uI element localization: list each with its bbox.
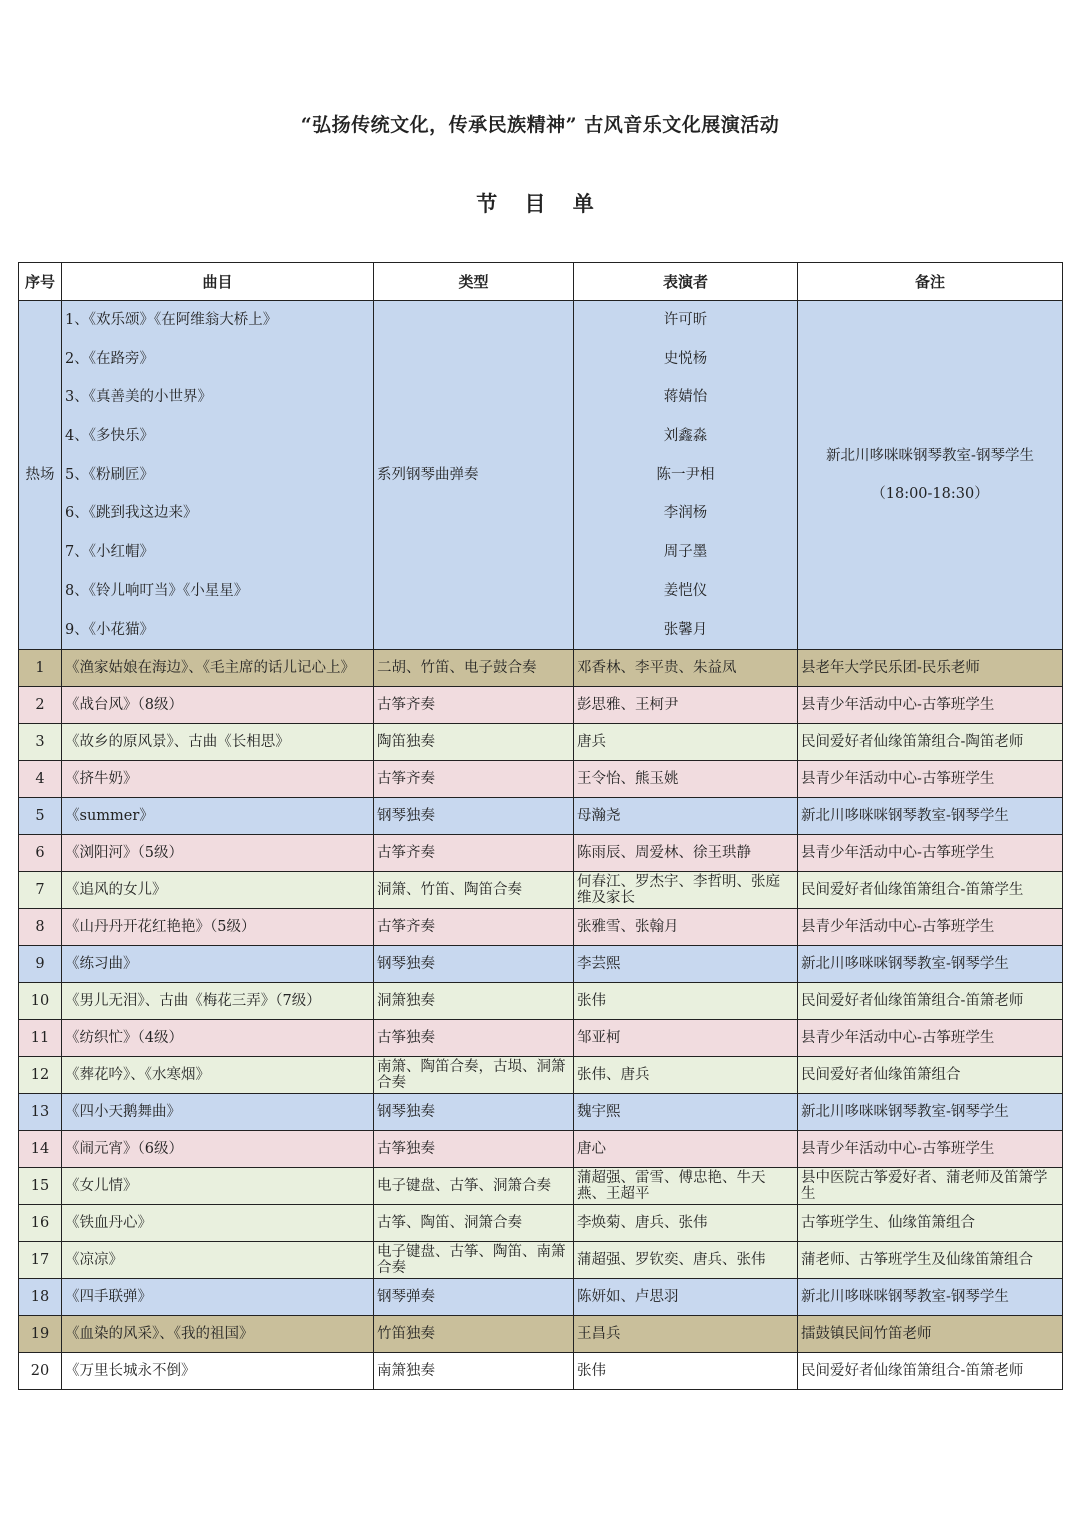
row-type: 古筝齐奏 [374, 761, 574, 798]
row-note: 古筝班学生、仙缘笛箫组合 [798, 1205, 1063, 1242]
warmup-piece: 9、《小花猫》 [65, 621, 154, 638]
row-performer: 唐心 [574, 1131, 798, 1168]
warmup-piece: 4、《多快乐》 [65, 428, 154, 445]
program-table [18, 262, 1063, 1390]
row-piece: 《凉凉》 [62, 1242, 374, 1279]
row-piece: 《血染的风采》、《我的祖国》 [62, 1316, 374, 1353]
row-number: 12 [19, 1057, 62, 1094]
row-type: 古筝齐奏 [374, 909, 574, 946]
row-performer: 何春江、罗杰宇、李哲明、张庭维及家长 [574, 872, 798, 909]
warmup-piece: 3、《真善美的小世界》 [65, 389, 212, 406]
row-note: 县青少年活动中心-古筝班学生 [798, 1020, 1063, 1057]
row-number: 8 [19, 909, 62, 946]
row-number: 5 [19, 798, 62, 835]
row-type: 古筝独奏 [374, 1131, 574, 1168]
row-performer: 张伟 [574, 983, 798, 1020]
row-number: 1 [19, 650, 62, 687]
row-performer: 李芸熙 [574, 946, 798, 983]
warmup-piece: 2、《在路旁》 [65, 350, 154, 367]
row-note: 县青少年活动中心-古筝班学生 [798, 687, 1063, 724]
row-performer: 张伟、唐兵 [574, 1057, 798, 1094]
warmup-performer: 张馨月 [663, 621, 708, 638]
warmup-note-time: （18:00-18:30） [871, 486, 989, 503]
table-row [19, 1353, 1063, 1390]
row-type: 电子键盘、古筝、陶笛、南箫合奏 [374, 1242, 574, 1279]
row-piece: 《女儿情》 [62, 1168, 374, 1205]
warmup-performer: 周子墨 [663, 544, 708, 561]
row-note: 新北川哆咪咪钢琴教室-钢琴学生 [798, 798, 1063, 835]
row-performer: 陈雨辰、周爱林、徐王珙静 [574, 835, 798, 872]
table-row [19, 872, 1063, 909]
table-row [19, 983, 1063, 1020]
row-piece: 《万里长城永不倒》 [62, 1353, 374, 1390]
row-number: 13 [19, 1094, 62, 1131]
row-type: 电子键盘、古筝、洞箫合奏 [374, 1168, 574, 1205]
table-row [19, 909, 1063, 946]
row-piece: 《山丹丹开花红艳艳》（5级） [62, 909, 374, 946]
row-note: 县青少年活动中心-古筝班学生 [798, 835, 1063, 872]
warmup-type: 系列钢琴曲弹奏 [374, 301, 574, 650]
row-note: 民间爱好者仙缘笛箫组合-笛箫学生 [798, 872, 1063, 909]
table-row [19, 1094, 1063, 1131]
table-row [19, 650, 1063, 687]
warmup-piece: 1、《欢乐颂》《在阿维翁大桥上》 [65, 312, 278, 328]
warmup-note [798, 301, 1063, 650]
row-number: 20 [19, 1353, 62, 1390]
row-performer: 邓香林、李平贵、朱益凤 [574, 650, 798, 687]
row-type: 古筝齐奏 [374, 835, 574, 872]
table-row [19, 835, 1063, 872]
row-piece: 《故乡的原风景》、古曲《长相思》 [62, 724, 374, 761]
row-performer: 邹亚柯 [574, 1020, 798, 1057]
table-row [19, 946, 1063, 983]
row-type: 古筝、陶笛、洞箫合奏 [374, 1205, 574, 1242]
row-type: 钢琴独奏 [374, 1094, 574, 1131]
row-performer: 彭思雅、王柯尹 [574, 687, 798, 724]
row-note: 新北川哆咪咪钢琴教室-钢琴学生 [798, 946, 1063, 983]
row-number: 6 [19, 835, 62, 872]
row-piece: 《浏阳河》（5级） [62, 835, 374, 872]
row-note: 民间爱好者仙缘笛箫组合-陶笛老师 [798, 724, 1063, 761]
row-piece: 《战台风》（8级） [62, 687, 374, 724]
row-note: 擂鼓镇民间竹笛老师 [798, 1316, 1063, 1353]
row-number: 10 [19, 983, 62, 1020]
table-row [19, 1242, 1063, 1279]
row-performer: 魏宇熙 [574, 1094, 798, 1131]
table-row [19, 1316, 1063, 1353]
warmup-row [19, 301, 1063, 650]
table-row [19, 1131, 1063, 1168]
warmup-piece: 6、《跳到我这边来》 [65, 505, 198, 522]
row-type: 钢琴独奏 [374, 798, 574, 835]
row-performer: 王令怡、熊玉姚 [574, 761, 798, 798]
warmup-piece: 7、《小红帽》 [65, 544, 154, 561]
row-performer: 李焕菊、唐兵、张伟 [574, 1205, 798, 1242]
page-title: “弘扬传统文化，传承民族精神” 古风音乐文化展演活动 [300, 114, 780, 136]
table-row [19, 1020, 1063, 1057]
row-type: 钢琴弹奏 [374, 1279, 574, 1316]
row-piece: 《男儿无泪》、古曲《梅花三弄》（7级） [62, 983, 374, 1020]
row-piece: 《纺织忙》（4级） [62, 1020, 374, 1057]
table-row [19, 687, 1063, 724]
row-note: 县老年大学民乐团-民乐老师 [798, 650, 1063, 687]
row-performer: 母瀚尧 [574, 798, 798, 835]
row-note: 县青少年活动中心-古筝班学生 [798, 761, 1063, 798]
row-note: 新北川哆咪咪钢琴教室-钢琴学生 [798, 1279, 1063, 1316]
warmup-piece: 5、《粉刷匠》 [65, 466, 154, 483]
row-type: 洞箫独奏 [374, 983, 574, 1020]
row-piece: 《四手联弹》 [62, 1279, 374, 1316]
row-number: 2 [19, 687, 62, 724]
row-number: 11 [19, 1020, 62, 1057]
row-note: 县青少年活动中心-古筝班学生 [798, 1131, 1063, 1168]
row-piece: 《四小天鹅舞曲》 [62, 1094, 374, 1131]
warmup-performers [574, 301, 798, 650]
row-type: 钢琴独奏 [374, 946, 574, 983]
row-performer: 蒲超强、雷雪、傅忠艳、牛天燕、王超平 [574, 1168, 798, 1205]
table-row [19, 724, 1063, 761]
row-piece: 《挤牛奶》 [62, 761, 374, 798]
warmup-performer: 李润杨 [663, 505, 708, 522]
row-type: 南箫独奏 [374, 1353, 574, 1390]
table-row [19, 798, 1063, 835]
page-subtitle: 节 目 单 [476, 191, 604, 216]
row-performer: 蒲超强、罗钦奕、唐兵、张伟 [574, 1242, 798, 1279]
row-note: 民间爱好者仙缘笛箫组合-笛箫老师 [798, 983, 1063, 1020]
warmup-label: 热场 [19, 301, 62, 650]
row-type: 陶笛独奏 [374, 724, 574, 761]
warmup-performer: 姜恺仪 [663, 582, 708, 599]
row-type: 南箫、陶笛合奏，古埙、洞箫合奏 [374, 1057, 574, 1094]
warmup-performer: 刘鑫淼 [663, 428, 708, 445]
warmup-performer: 蒋婧怡 [663, 389, 708, 406]
warmup-performer: 陈一尹相 [656, 466, 715, 483]
row-number: 4 [19, 761, 62, 798]
row-type: 竹笛独奏 [374, 1316, 574, 1353]
table-row [19, 1168, 1063, 1205]
row-type: 古筝独奏 [374, 1020, 574, 1057]
row-performer: 王昌兵 [574, 1316, 798, 1353]
row-note: 县青少年活动中心-古筝班学生 [798, 909, 1063, 946]
row-number: 9 [19, 946, 62, 983]
row-number: 17 [19, 1242, 62, 1279]
row-piece: 《追风的女儿》 [62, 872, 374, 909]
warmup-piece: 8、《铃儿响叮当》《小星星》 [65, 582, 249, 599]
header-piece: 曲目 [62, 263, 374, 301]
row-note: 民间爱好者仙缘笛箫组合 [798, 1057, 1063, 1094]
row-number: 15 [19, 1168, 62, 1205]
row-piece: 《渔家姑娘在海边》、《毛主席的话儿记心上》 [62, 650, 374, 687]
table-row [19, 761, 1063, 798]
warmup-performer: 史悦杨 [663, 350, 708, 367]
table-header-row [19, 263, 1063, 301]
row-performer: 张伟 [574, 1353, 798, 1390]
row-note: 新北川哆咪咪钢琴教室-钢琴学生 [798, 1094, 1063, 1131]
warmup-performer: 许可昕 [663, 312, 708, 328]
row-type: 洞箫、竹笛、陶笛合奏 [374, 872, 574, 909]
row-note: 县中医院古筝爱好者、蒲老师及笛箫学生 [798, 1168, 1063, 1205]
row-number: 19 [19, 1316, 62, 1353]
row-piece: 《铁血丹心》 [62, 1205, 374, 1242]
table-row [19, 1279, 1063, 1316]
row-type: 二胡、竹笛、电子鼓合奏 [374, 650, 574, 687]
row-piece: 《葬花吟》、《水寒烟》 [62, 1057, 374, 1094]
row-type: 古筝齐奏 [374, 687, 574, 724]
row-number: 7 [19, 872, 62, 909]
header-type: 类型 [374, 263, 574, 301]
row-note: 蒲老师、古筝班学生及仙缘笛箫组合 [798, 1242, 1063, 1279]
table-row [19, 1057, 1063, 1094]
header-performer: 表演者 [574, 263, 798, 301]
row-performer: 陈妍如、卢思羽 [574, 1279, 798, 1316]
row-number: 14 [19, 1131, 62, 1168]
table-row [19, 1205, 1063, 1242]
header-note: 备注 [798, 263, 1063, 301]
row-piece: 《练习曲》 [62, 946, 374, 983]
row-piece: 《闹元宵》（6级） [62, 1131, 374, 1168]
row-number: 18 [19, 1279, 62, 1316]
row-number: 16 [19, 1205, 62, 1242]
row-note: 民间爱好者仙缘笛箫组合-笛箫老师 [798, 1353, 1063, 1390]
warmup-note-line: 新北川哆咪咪钢琴教室-钢琴学生 [826, 448, 1034, 465]
row-performer: 唐兵 [574, 724, 798, 761]
row-performer: 张雅雪、张翰月 [574, 909, 798, 946]
header-no: 序号 [19, 263, 62, 301]
row-piece: 《summer》 [62, 798, 374, 835]
warmup-pieces [62, 301, 374, 650]
row-number: 3 [19, 724, 62, 761]
